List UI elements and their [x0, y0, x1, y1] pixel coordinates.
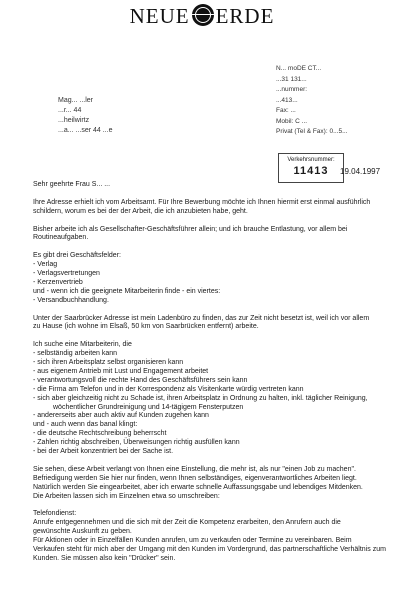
paragraph-business-fields — [33, 252, 378, 305]
reference-value: 11413 — [293, 165, 329, 177]
contact-line: N... moDE CT... — [276, 65, 322, 72]
text-line: - Kerzenvertrieb — [33, 278, 83, 286]
text-line: - Verlag — [33, 261, 58, 269]
text-line: Die Arbeiten lassen sich im Einzelnen etwa so umschreiben: — [33, 492, 220, 500]
reference-number-box — [278, 153, 344, 183]
list-item: - sich ihren Arbeitsplatz selbst organisieren kann — [33, 359, 184, 367]
list-item: und - auch wenn das banal klingt: — [33, 421, 138, 429]
reference-label: Verkehrsnummer: — [287, 157, 335, 163]
text-line: Anrufe entgegennehmen und die sich mit der Zeit die Kompetenz erarbeiten, den Anrufern auch die — [33, 519, 341, 527]
paragraph-intro — [33, 199, 378, 217]
text-line: - Versandbuchhandlung. — [33, 296, 109, 304]
paragraph-requirements — [33, 341, 378, 457]
list-item: - die Firma am Telefon und in der Korrespondenz als Visitenkarte würdig vertreten kann — [33, 385, 304, 393]
text-line: Verkaufen steht für mich aber der Umgang mit den Kunden im Vordergrund, das partnerschaftliche Verhältnis zum — [33, 546, 386, 554]
contact-line: Privat (Tel & Fax): 0...5... — [276, 128, 348, 135]
text-line: Bisher arbeite ich als Gesellschafter-Geschäftsführer allein; und ich brauche Entlastung, vor allem bei — [33, 225, 348, 233]
text-line: Ihre Adresse erhielt ich vom Arbeitsamt. Für Ihre Bewerbung möchte ich Ihnen hiermit erst einmal ausführlich — [33, 198, 371, 206]
text-line: Sehr geehrte Frau S... ... — [33, 181, 111, 188]
list-item: - Zahlen richtig abschreiben, Überweisungen richtig ausfüllen kann — [33, 439, 240, 447]
globe-icon — [192, 4, 214, 26]
text-line: und - wenn ich die geeignete Mitarbeiterin finde - ein viertes: — [33, 287, 221, 295]
text-line: Kunden. Sie müssen also kein "Drücker" sein. — [33, 554, 176, 562]
salutation — [33, 181, 378, 190]
list-item: - selbständig arbeiten kann — [33, 350, 118, 358]
contact-line: ...413... — [276, 96, 298, 104]
sender-contact — [276, 64, 348, 138]
paragraph-attitude — [33, 466, 378, 502]
address-line: ...r... 44 — [58, 107, 82, 114]
address-line: Mag... ...ler — [58, 97, 94, 104]
text-line: Sie sehen, diese Arbeit verlangt von Ihnen eine Einstellung, die mehr ist, als nur "einen Job zu machen". — [33, 465, 356, 473]
list-item: - verantwortungsvoll die rechte Hand des Geschäftsführers sein kann — [33, 376, 248, 384]
address-line: ...a... ...ser 44 ...e — [58, 127, 113, 134]
list-item: - die deutsche Rechtschreibung beherrscht — [33, 430, 167, 438]
paragraph-role — [33, 226, 378, 244]
text-line: Routineaufgaben. — [33, 234, 89, 242]
text-line: Es gibt drei Geschäftsfelder: — [33, 252, 121, 260]
contact-line: Fax: ... — [276, 107, 296, 114]
letter-date: 19.04.1997 — [340, 167, 381, 176]
contact-line: ...31 131... — [276, 75, 307, 83]
text-line: Unter der Saarbrücker Adresse ist mein Ladenbüro zu finden, das zur Zeit nicht besetzt ist, weil ich vor allem — [33, 314, 370, 322]
list-item-continuation: wöchentlicher Grundreinigung und 14-tägigem Fensterputzen — [53, 403, 244, 411]
text-line: gewünschte Auskunft zu geben. — [33, 528, 132, 536]
list-item: - aus eigenem Antrieb mit Lust und Engagement arbeitet — [33, 367, 209, 375]
recipient-address — [58, 96, 112, 136]
letter-body — [33, 181, 386, 573]
text-line: Befriedigung werden Sie hier nur finden, wenn Ihnen selbständiges, eigenverantwortliches Arbeiten liegt. — [33, 474, 357, 482]
text-line: Für Aktionen oder in Einzelfällen Kunden anrufen, um zu verkaufen oder Termine zu vereinbaren. Beim — [33, 537, 352, 545]
paragraph-office — [33, 315, 378, 333]
text-line: schildern, worum es bei der der Arbeit, die ich anzubieten habe, geht. — [33, 207, 248, 215]
text-line: zu Hause (ich wohne im Elsaß, 50 km von Saarbrücken entfernt) arbeite. — [33, 323, 259, 331]
list-item: - bei der Arbeit konzentriert bei der Sache ist. — [33, 448, 174, 456]
logo-text-erde: ERDE — [215, 4, 275, 28]
contact-line: Mobil: C ... — [276, 117, 308, 125]
paragraph-phone-service — [33, 510, 386, 563]
text-line: - Verlagsvertretungen — [33, 270, 100, 278]
list-item: - sich aber gleichzeitig nicht zu Schade ist, ihren Arbeitsplatz in Ordnung zu halten, inkl. täglicher Reinigung, — [33, 394, 368, 402]
company-logo — [0, 4, 404, 29]
address-line: ...heilwirtz — [58, 117, 90, 124]
text-line: Natürlich werden Sie eingearbeitet, aber ich erwarte schnelle Auffassungsgabe und lebendiges Mitdenken. — [33, 483, 363, 491]
list-item: - andererseits aber auch aktiv auf Kunden zugehen kann — [33, 412, 209, 420]
contact-line: ...nummer: — [276, 86, 308, 93]
text-line: Ich suche eine Mitarbeiterin, die — [33, 341, 132, 349]
text-line: Telefondienst: — [33, 510, 77, 518]
logo-text-neue: NEUE — [129, 4, 190, 28]
